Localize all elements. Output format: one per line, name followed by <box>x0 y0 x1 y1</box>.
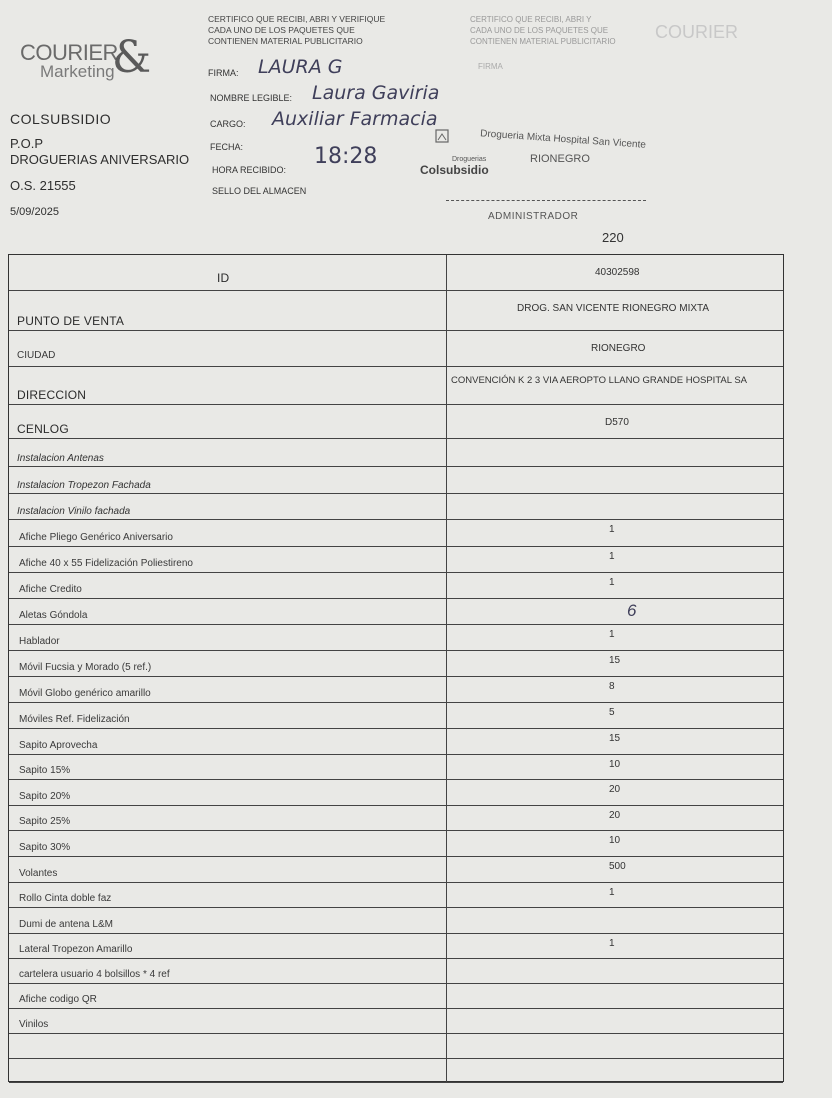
row-value-cell <box>447 755 783 779</box>
document-date: 5/09/2025 <box>10 206 59 218</box>
company-name: COLSUBSIDIO <box>10 111 112 127</box>
row-label-cell <box>9 494 447 519</box>
sello-label: SELLO DEL ALMACEN <box>212 186 307 196</box>
ghost-logo: COURIER <box>655 22 739 42</box>
row-label: Aletas Góndola <box>19 610 88 621</box>
row-value-cell <box>447 291 783 330</box>
row-value-cell <box>447 367 783 404</box>
row-value-cell <box>447 573 783 598</box>
pop-label: P.O.P <box>10 136 44 151</box>
row-label-cell <box>9 831 447 856</box>
row-label-cell <box>9 573 447 598</box>
certify-line: CERTIFICO QUE RECIBI, ABRI Y VERIFIQUE <box>208 14 386 24</box>
row-label: Vinilos <box>19 1019 49 1030</box>
row-label-cell <box>9 959 447 983</box>
table-row <box>9 729 783 755</box>
row-label-cell <box>9 703 447 728</box>
stamp-store-name: Drogueria Mixta Hospital San Vicente <box>479 128 647 151</box>
row-value: 1 <box>609 524 615 535</box>
row-value-cell <box>447 934 783 958</box>
row-label: Móvil Globo genérico amarillo <box>19 688 151 699</box>
row-label-cell <box>9 1009 447 1033</box>
table-row <box>9 934 783 959</box>
row-label: Móvil Fucsia y Morado (5 ref.) <box>19 662 152 673</box>
row-label: Instalacion Vinilo fachada <box>17 506 131 517</box>
row-value-cell <box>447 959 783 983</box>
row-value-cell <box>447 547 783 572</box>
row-value: 6 <box>627 601 637 620</box>
table-row <box>9 703 783 729</box>
row-value-cell <box>447 677 783 702</box>
table-row <box>9 806 783 831</box>
certify-faded-line: CONTIENEN MATERIAL PUBLICITARIO <box>470 37 616 46</box>
row-label-cell <box>9 780 447 805</box>
firma-label: FIRMA: <box>208 68 239 78</box>
table-row <box>9 1009 783 1034</box>
logo-word-courier: COURIER <box>20 40 118 65</box>
row-label-cell <box>9 1059 447 1082</box>
row-value: 1 <box>609 629 615 640</box>
row-value-cell <box>447 599 783 624</box>
row-label: Instalacion Tropezon Fachada <box>17 480 151 491</box>
row-value-cell <box>447 331 783 366</box>
row-label-cell <box>9 547 447 572</box>
ghost-firma: FIRMA <box>478 62 503 71</box>
row-label-cell <box>9 806 447 830</box>
row-label-cell <box>9 331 447 366</box>
certify-line: CADA UNO DE LOS PAQUETES QUE <box>208 25 355 35</box>
row-label-cell <box>9 677 447 702</box>
certify-text-faded <box>470 14 640 47</box>
row-value-cell <box>447 255 783 290</box>
cargo-label: CARGO: <box>210 119 246 129</box>
table-row <box>9 599 783 625</box>
row-label-cell <box>9 934 447 958</box>
certify-line: CONTIENEN MATERIAL PUBLICITARIO <box>208 36 363 46</box>
row-label-cell <box>9 984 447 1008</box>
row-value-cell <box>447 883 783 907</box>
row-label-cell <box>9 405 447 438</box>
table-row <box>9 1034 783 1059</box>
certify-text <box>208 14 438 47</box>
row-value: D570 <box>605 417 629 428</box>
stamp-role: ADMINISTRADOR <box>488 211 579 222</box>
row-label-cell <box>9 755 447 779</box>
row-label: CIUDAD <box>17 350 56 361</box>
table-row <box>9 651 783 677</box>
row-label: Sapito Aprovecha <box>19 740 98 751</box>
row-label-cell <box>9 1034 447 1058</box>
table-row <box>9 520 783 547</box>
row-value-cell <box>447 625 783 650</box>
row-label: Hablador <box>19 636 60 647</box>
row-label-cell <box>9 729 447 754</box>
row-label: DIRECCION <box>17 388 87 402</box>
stamp-divider <box>446 200 646 201</box>
row-label-cell <box>9 520 447 546</box>
row-label-cell <box>9 883 447 907</box>
row-value: 1 <box>609 887 615 898</box>
row-value-cell <box>447 908 783 933</box>
row-label: cartelera usuario 4 bolsillos * 4 ref <box>19 969 170 980</box>
row-label: Volantes <box>19 868 58 879</box>
table-row <box>9 780 783 806</box>
row-value: 40302598 <box>595 267 640 278</box>
row-value: DROG. SAN VICENTE RIONEGRO MIXTA <box>517 303 710 314</box>
row-label: Dumi de antena L&M <box>19 919 113 930</box>
table-row <box>9 755 783 780</box>
row-label-cell <box>9 439 447 466</box>
row-label-cell <box>9 255 447 290</box>
row-value: 20 <box>609 810 621 821</box>
certify-faded-line: CADA UNO DE LOS PAQUETES QUE <box>470 26 609 35</box>
row-value: 8 <box>609 681 615 692</box>
row-label: Afiche Credito <box>19 584 82 595</box>
table-row <box>9 367 783 405</box>
row-value: 1 <box>609 551 615 562</box>
hora-value: 18:28 <box>314 144 378 169</box>
table-row <box>9 439 783 467</box>
store-stamp-icon <box>432 126 454 148</box>
hora-label: HORA RECIBIDO: <box>212 165 287 175</box>
row-value: 15 <box>609 733 621 744</box>
row-label-cell <box>9 367 447 404</box>
stamp-brand-small: Droguerias <box>452 156 487 163</box>
row-label: Sapito 15% <box>19 765 71 776</box>
row-value-cell <box>447 806 783 830</box>
row-value-cell <box>447 651 783 676</box>
row-label: ID <box>217 271 230 285</box>
row-label: Sapito 25% <box>19 816 71 827</box>
row-value: 20 <box>609 784 621 795</box>
row-label: Lateral Tropezon Amarillo <box>19 944 133 955</box>
logo-word-marketing: Marketing <box>40 62 115 81</box>
row-label: Afiche 40 x 55 Fidelización Poliestireno <box>19 558 193 569</box>
stamp-brand: Colsubsidio <box>420 163 489 177</box>
table-row <box>9 547 783 573</box>
table-row <box>9 405 783 439</box>
row-value-cell <box>447 831 783 856</box>
row-value-cell <box>447 729 783 754</box>
row-value: CONVENCIÓN K 2 3 VIA AEROPTO LLANO GRANDE HOSPITAL SA <box>451 375 747 386</box>
row-value-cell <box>447 1034 783 1058</box>
table-row <box>9 677 783 703</box>
table-row <box>9 255 783 291</box>
nombre-value: Laura Gaviria <box>312 82 440 104</box>
row-label-cell <box>9 625 447 650</box>
campaign-name: DROGUERIAS ANIVERSARIO <box>10 152 190 167</box>
row-value-cell <box>447 1009 783 1033</box>
table-row <box>9 494 783 520</box>
row-value-cell <box>447 984 783 1008</box>
table-row <box>9 831 783 857</box>
row-label: Afiche Pliego Genérico Aniversario <box>19 532 173 543</box>
firma-signature: LAURA G <box>258 56 343 78</box>
row-label: PUNTO DE VENTA <box>17 314 125 328</box>
row-value-cell <box>447 780 783 805</box>
row-label: CENLOG <box>17 422 69 436</box>
row-value: 1 <box>609 938 615 949</box>
row-label: Móviles Ref. Fidelización <box>19 714 130 725</box>
delivery-table <box>8 254 784 1082</box>
row-value-cell <box>447 520 783 546</box>
fecha-label: FECHA: <box>210 142 244 152</box>
table-row <box>9 883 783 908</box>
row-label-cell <box>9 908 447 933</box>
row-label-cell <box>9 651 447 676</box>
courier-marketing-logo <box>12 34 152 86</box>
table-row <box>9 908 783 934</box>
table-row <box>9 857 783 883</box>
row-value: 10 <box>609 759 621 770</box>
row-label: Afiche codigo QR <box>19 994 97 1005</box>
logo-ampersand: & <box>112 32 152 83</box>
row-value: 1 <box>609 577 615 588</box>
nombre-label: NOMBRE LEGIBLE: <box>210 93 293 103</box>
row-label: Rollo Cinta doble faz <box>19 893 112 904</box>
row-label-cell <box>9 291 447 330</box>
row-value: 10 <box>609 835 621 846</box>
row-value: RIONEGRO <box>591 343 646 354</box>
table-row <box>9 1059 783 1083</box>
row-label-cell <box>9 467 447 493</box>
row-value-cell <box>447 467 783 493</box>
row-value: 5 <box>609 707 615 718</box>
row-label: Sapito 20% <box>19 791 71 802</box>
table-row <box>9 467 783 494</box>
row-value-cell <box>447 494 783 519</box>
table-row <box>9 984 783 1009</box>
table-row <box>9 959 783 984</box>
row-label: Instalacion Antenas <box>17 453 104 464</box>
row-value: 15 <box>609 655 621 666</box>
row-label-cell <box>9 599 447 624</box>
table-row <box>9 625 783 651</box>
row-label: Sapito 30% <box>19 842 71 853</box>
row-value-cell <box>447 703 783 728</box>
stamp-city: RIONEGRO <box>530 153 590 165</box>
row-value-cell <box>447 1059 783 1082</box>
order-number: O.S. 21555 <box>10 178 76 193</box>
row-value-cell <box>447 439 783 466</box>
row-value: 500 <box>609 861 626 872</box>
row-value-cell <box>447 857 783 882</box>
table-row <box>9 573 783 599</box>
certify-faded-line: CERTIFICO QUE RECIBI, ABRI Y <box>470 15 592 24</box>
table-row <box>9 291 783 331</box>
row-label-cell <box>9 857 447 882</box>
row-value-cell <box>447 405 783 438</box>
stamp-code: 220 <box>602 230 624 245</box>
cargo-value: Auxiliar Farmacia <box>272 108 438 130</box>
table-row <box>9 331 783 367</box>
